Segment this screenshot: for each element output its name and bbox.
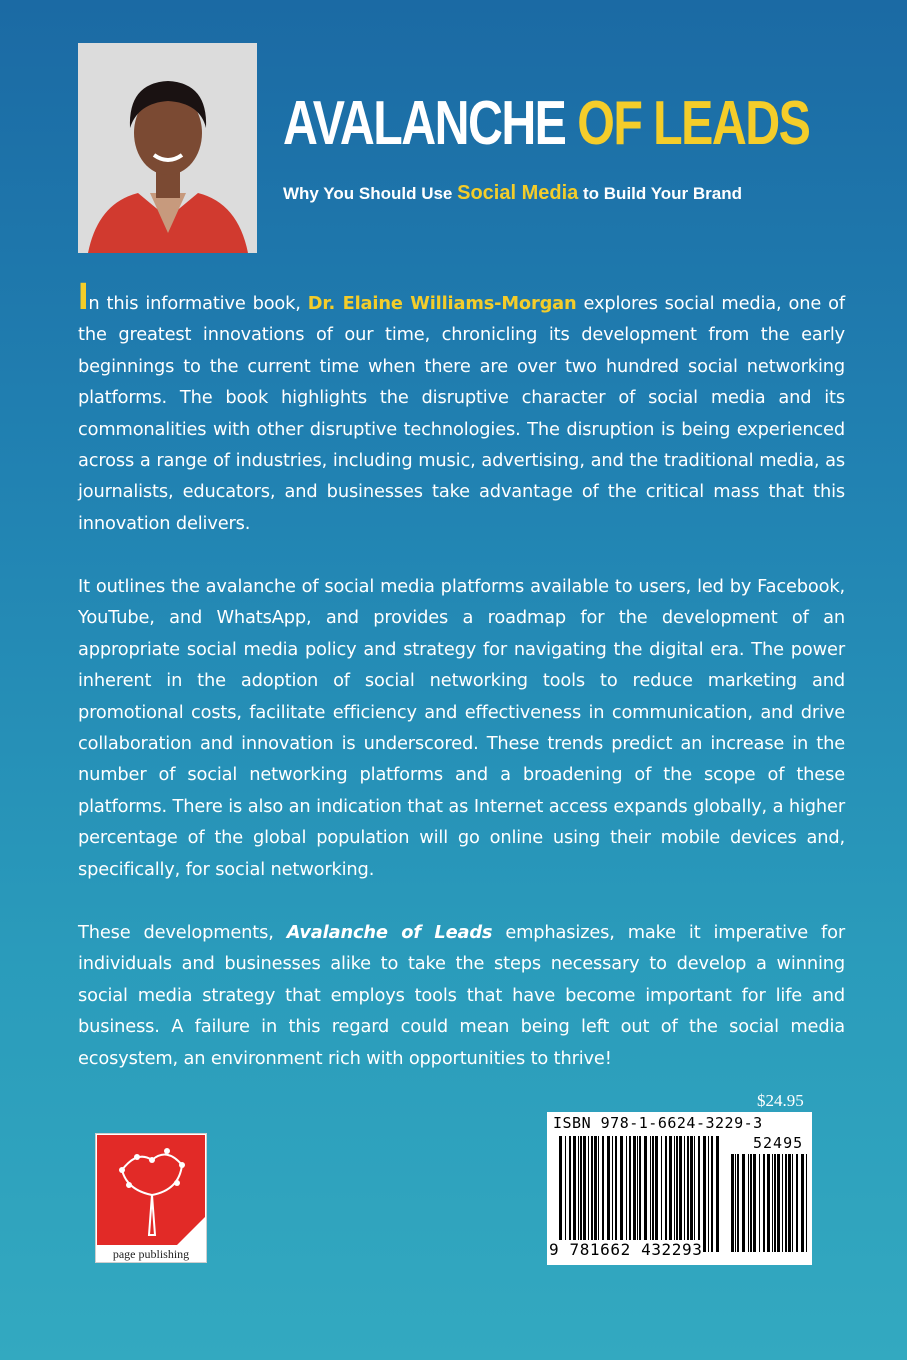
barcode-bar: [785, 1154, 787, 1252]
author-photo: [78, 43, 257, 253]
subtitle-accent: Social Media: [457, 182, 579, 204]
tree-icon: [97, 1135, 205, 1245]
barcode-bar: [687, 1136, 689, 1252]
barcode-bar: [578, 1136, 579, 1252]
barcode-bar: [777, 1154, 780, 1252]
barcode-bar: [690, 1136, 693, 1252]
p1-rest: explores social media, one of the greatest innovations of our time, chronicling its development from the early beginnings to the current time when there are over two hundred social networking platforms. The book highlights the disruptive character of social media and its commonalities with other disruptive technologies. The disruption is being experienced across a range of industries, including music, advertising, and the traditional media, as journalists, educators, and businesses take advantage of the critical mass that this innovation delivers.: [78, 293, 845, 534]
barcode-bar: [684, 1136, 685, 1252]
barcode-bar: [573, 1136, 576, 1252]
barcode-bar: [750, 1154, 752, 1252]
barcode-bar: [737, 1154, 739, 1252]
title-main: AVALANCHE: [283, 89, 566, 158]
barcode-bar: [731, 1154, 734, 1252]
barcode-bar: [612, 1136, 613, 1252]
barcode-bar: [652, 1136, 654, 1252]
barcode-bar: [782, 1154, 783, 1252]
author-name: Dr. Elaine Williams-Morgan: [307, 293, 577, 314]
publisher-logo-mark: [97, 1135, 205, 1245]
barcode-bar: [772, 1154, 773, 1252]
barcode-bar: [763, 1154, 765, 1252]
barcode-bar: [637, 1136, 638, 1252]
barcode-bar: [633, 1136, 636, 1252]
p1-start: n this informative book,: [88, 293, 301, 314]
barcode-bar: [629, 1136, 631, 1252]
barcode-bar: [588, 1136, 589, 1252]
publisher-name: page publishing: [112, 1247, 190, 1261]
barcode-bar: [669, 1136, 672, 1252]
barcode-bar: [565, 1136, 566, 1252]
author-portrait-icon: [78, 43, 257, 253]
barcode-bar: [703, 1136, 706, 1252]
book-subtitle: [283, 178, 742, 209]
description-paragraph-1: [78, 276, 845, 539]
barcode-bar: [639, 1136, 641, 1252]
price-code: 52495: [753, 1134, 804, 1152]
drop-cap: I: [78, 276, 89, 318]
description-paragraph-3: [78, 917, 845, 1074]
barcode-bar: [607, 1136, 610, 1252]
barcode-bar: [559, 1136, 562, 1252]
barcode-bar: [694, 1136, 695, 1252]
barcode-bar: [711, 1136, 713, 1252]
barcode-bar: [748, 1154, 749, 1252]
ean-digits: 9 781662 432293: [549, 1240, 703, 1259]
barcode-bar: [708, 1136, 709, 1252]
barcode-bar: [615, 1136, 617, 1252]
barcode-bar: [594, 1136, 597, 1252]
barcode-bar: [620, 1136, 623, 1252]
barcode-bar: [759, 1154, 760, 1252]
barcode-bar: [602, 1136, 604, 1252]
barcode-bar: [806, 1154, 807, 1252]
barcode-bar: [655, 1136, 658, 1252]
barcode-bar: [796, 1154, 798, 1252]
barcode-bar: [742, 1154, 745, 1252]
subtitle-post: to Build Your Brand: [583, 184, 742, 203]
subtitle-pre: Why You Should Use: [283, 184, 453, 203]
barcode-bar: [716, 1136, 719, 1252]
barcode-bar: [679, 1136, 682, 1252]
barcode-bar: [644, 1136, 647, 1252]
description-paragraph-2: It outlines the avalanche of social media platforms available to users, led by Facebook, YouTube, and WhatsApp, and provides a roadmap for the development of an appropriate social media policy and strategy for navigating the digital era. The power inherent in the adoption of social networking tools to reduce marketing and promotional costs, facilitate efficiency and effectiveness in communication, and drive collaboration and innovation is underscored. These trends predict an increase in the number of social networking platforms and a broadening of the scope of these platforms. There is also an indication that as Internet access expands globally, a higher percentage of the global population will go online using their mobile devices and, specifically, for social networking.: [78, 576, 845, 880]
barcode-bar: [591, 1136, 593, 1252]
publisher-logo: [95, 1133, 207, 1263]
isbn-barcode: [547, 1112, 812, 1265]
title-accent: OF LEADS: [577, 89, 810, 158]
book-title: [283, 88, 809, 160]
barcode-bar: [674, 1136, 675, 1252]
barcode-bar: [676, 1136, 678, 1252]
barcode-bar: [735, 1154, 736, 1252]
barcode-bar: [801, 1154, 804, 1252]
barcode-bar: [788, 1154, 791, 1252]
barcode-bar: [753, 1154, 756, 1252]
barcode-bar: [580, 1136, 582, 1252]
barcode-bar: [698, 1136, 700, 1252]
barcode-bar: [598, 1136, 599, 1252]
book-title-inline: Avalanche of Leads: [286, 922, 493, 943]
p3-rest: emphasizes, make it imperative for individuals and businesses alike to take the steps necessary to develop a winning social media strategy that employs tools that have become important for life and business. A failure in this regard could mean being left out of the social media ecosystem, an environment rich with opportunities to thrive!: [78, 922, 845, 1069]
barcode-bar: [569, 1136, 571, 1252]
barcode-bar: [792, 1154, 793, 1252]
barcode-bar: [774, 1154, 776, 1252]
barcode-bar: [661, 1136, 662, 1252]
price-label: $24.95: [757, 1091, 804, 1110]
barcode-bar: [626, 1136, 627, 1252]
barcode-bar: [665, 1136, 667, 1252]
barcode-bar: [650, 1136, 651, 1252]
p3-start: These developments,: [78, 922, 274, 943]
barcode-bar: [767, 1154, 770, 1252]
isbn-text: ISBN 978-1-6624-3229-3: [553, 1114, 763, 1132]
barcode-bar: [583, 1136, 586, 1252]
